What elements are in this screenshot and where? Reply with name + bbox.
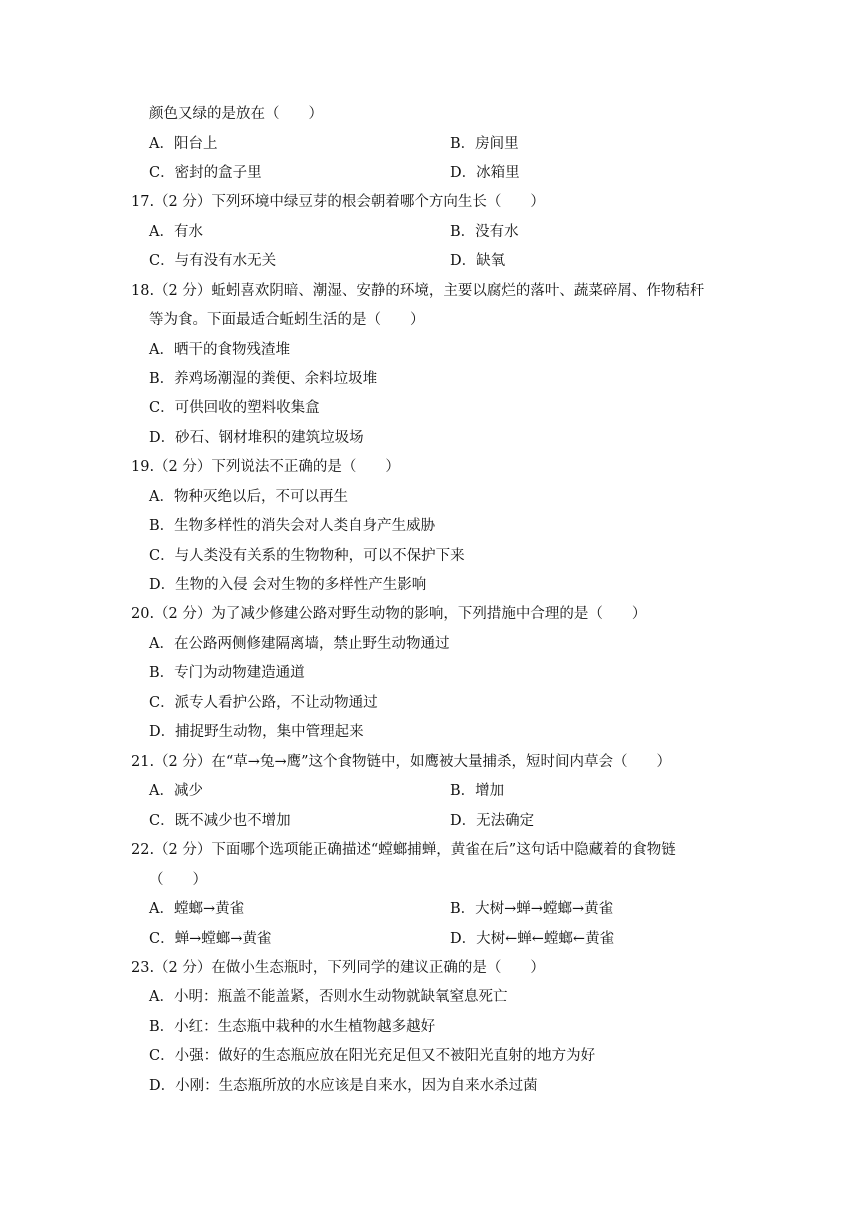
question-21-option-b: B．增加 <box>450 783 505 799</box>
question-18-option-b: B．养鸡场潮湿的粪便、余料垃圾堆 <box>149 371 378 387</box>
question-17-option-c: C．与有没有水无关 <box>149 253 277 269</box>
question-16-option-c: C．密封的盒子里 <box>149 165 262 181</box>
question-21-option-c: C．既不减少也不增加 <box>149 813 291 829</box>
question-23-option-c: C．小强：做好的生态瓶应放在阳光充足但又不被阳光直射的地方为好 <box>149 1048 596 1064</box>
question-18-option-a: A．晒干的食物残渣堆 <box>149 342 290 358</box>
question-16-option-d: D．冰箱里 <box>450 165 520 181</box>
question-18-option-c: C．可供回收的塑料收集盒 <box>149 400 320 416</box>
question-19-option-c: C．与人类没有关系的生物物种，可以不保护下来 <box>149 548 465 564</box>
question-23-option-b: B．小红：生态瓶中栽种的水生植物越多越好 <box>149 1019 436 1035</box>
question-17-option-a: A．有水 <box>149 224 203 240</box>
question-22-option-d: D．大树←蝉←螳螂←黄雀 <box>450 931 615 947</box>
question-19-stem: 19.（2 分）下列说法不正确的是（ ） <box>131 459 400 475</box>
question-22-option-b: B．大树→蝉→螳螂→黄雀 <box>450 901 614 917</box>
question-18-option-d: D．砂石、钢材堆积的建筑垃圾场 <box>149 430 364 446</box>
question-17-stem: 17.（2 分）下列环境中绿豆芽的根会朝着哪个方向生长（ ） <box>131 194 545 210</box>
question-20-stem: 20.（2 分）为了减少修建公路对野生动物的影响，下列措施中合理的是（ ） <box>131 606 647 622</box>
question-20-option-d: D．捕捉野生动物，集中管理起来 <box>149 724 364 740</box>
question-21-option-d: D．无法确定 <box>450 813 535 829</box>
question-19-option-d: D．生物的入侵 会对生物的多样性产生影响 <box>149 577 427 593</box>
question-23-option-a: A．小明：瓶盖不能盖紧，否则水生动物就缺氧窒息死亡 <box>149 989 508 1005</box>
question-22-option-c: C．蝉→螳螂→黄雀 <box>149 931 272 947</box>
question-23-stem: 23.（2 分）在做小生态瓶时，下列同学的建议正确的是（ ） <box>131 960 545 976</box>
question-20-option-a: A．在公路两侧修建隔离墙，禁止野生动物通过 <box>149 636 450 652</box>
question-16-option-b: B．房间里 <box>450 136 519 152</box>
question-16-stem-tail: 颜色又绿的是放在（ ） <box>149 106 323 122</box>
question-17-option-d: D．缺氧 <box>450 253 506 269</box>
question-20-option-b: B．专门为动物建造通道 <box>149 665 305 681</box>
question-17-option-b: B．没有水 <box>450 224 519 240</box>
question-20-option-c: C．派专人看护公路，不让动物通过 <box>149 695 378 711</box>
question-22-stem-line-2: （ ） <box>149 872 207 888</box>
question-16-option-a: A．阳台上 <box>149 136 218 152</box>
question-21-stem: 21.（2 分）在“草→兔→鹰”这个食物链中，如鹰被大量捕杀，短时间内草会（ ） <box>131 754 672 770</box>
question-22-stem-line-1: 22.（2 分）下面哪个选项能正确描述“螳螂捕蝉，黄雀在后”这句话中隐藏着的食物链 <box>131 842 676 858</box>
question-21-option-a: A．减少 <box>149 783 203 799</box>
question-19-option-a: A．物种灭绝以后，不可以再生 <box>149 489 348 505</box>
question-19-option-b: B．生物多样性的消失会对人类自身产生威胁 <box>149 518 436 534</box>
question-18-stem-line-2: 等为食。下面最适合蚯蚓生活的是（ ） <box>149 312 425 328</box>
question-22-option-a: A．螳螂→黄雀 <box>149 901 245 917</box>
question-23-option-d: D．小刚：生态瓶所放的水应该是自来水，因为自来水杀过菌 <box>149 1078 538 1094</box>
question-18-stem-line-1: 18.（2 分）蚯蚓喜欢阴暗、潮湿、安静的环境，主要以腐烂的落叶、蔬菜碎屑、作物秸秆 <box>131 283 705 299</box>
